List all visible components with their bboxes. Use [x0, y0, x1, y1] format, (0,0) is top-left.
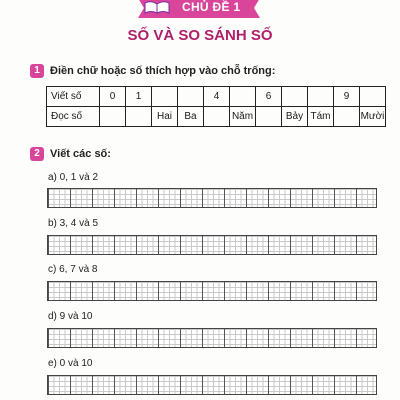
row-header-written: Viết số [47, 87, 100, 107]
table-cell[interactable]: 9 [334, 87, 360, 107]
table-cell[interactable] [100, 107, 126, 127]
item-a-label: a) 0, 1 và 2 [48, 172, 99, 183]
exercise-1-number: 1 [30, 64, 44, 78]
table-cell[interactable] [308, 87, 334, 107]
exercise-1-title: Điền chữ hoặc số thích hợp vào chỗ trống: [50, 65, 276, 77]
table-cell[interactable] [256, 107, 282, 127]
table-cell[interactable]: Bảy [282, 107, 308, 127]
table-cell[interactable] [360, 87, 386, 107]
table-cell[interactable]: 0 [100, 87, 126, 107]
item-c-label: c) 6, 7 và 8 [48, 264, 98, 275]
item-e-label: e) 0 và 10 [48, 358, 93, 369]
table-row-written [47, 87, 386, 107]
writing-grid-b[interactable] [47, 235, 377, 255]
table-cell[interactable] [152, 87, 178, 107]
table-row-read [47, 107, 386, 127]
item-b-label: b) 3, 4 và 5 [48, 218, 99, 229]
table-cell[interactable]: 4 [204, 87, 230, 107]
exercise-2-number: 2 [30, 147, 44, 161]
number-table [46, 86, 386, 127]
chapter-label: CHỦ ĐỀ 1 [182, 0, 241, 14]
table-cell[interactable] [334, 107, 360, 127]
table-cell[interactable] [204, 107, 230, 127]
writing-grid-e[interactable] [47, 375, 377, 395]
table-cell[interactable] [282, 87, 308, 107]
table-cell[interactable]: Năm [230, 107, 256, 127]
table-cell[interactable] [230, 87, 256, 107]
table-cell[interactable] [178, 87, 204, 107]
row-header-read: Đọc số [47, 107, 100, 127]
writing-grid-a[interactable] [47, 188, 377, 208]
item-d-label: d) 9 và 10 [48, 311, 93, 322]
table-cell[interactable]: Tám [308, 107, 334, 127]
table-cell[interactable]: 6 [256, 87, 282, 107]
page-title: SỐ VÀ SO SÁNH SỐ [127, 27, 273, 44]
table-cell[interactable]: Ba [178, 107, 204, 127]
open-book-icon [144, 0, 170, 14]
writing-grid-c[interactable] [47, 281, 377, 301]
table-cell[interactable]: Hai [152, 107, 178, 127]
table-cell[interactable]: Mười [360, 107, 386, 127]
writing-grid-d[interactable] [47, 328, 377, 348]
table-cell[interactable] [126, 107, 152, 127]
table-cell[interactable]: 1 [126, 87, 152, 107]
chapter-banner [138, 0, 260, 18]
exercise-2-title: Viết các số: [50, 148, 111, 160]
